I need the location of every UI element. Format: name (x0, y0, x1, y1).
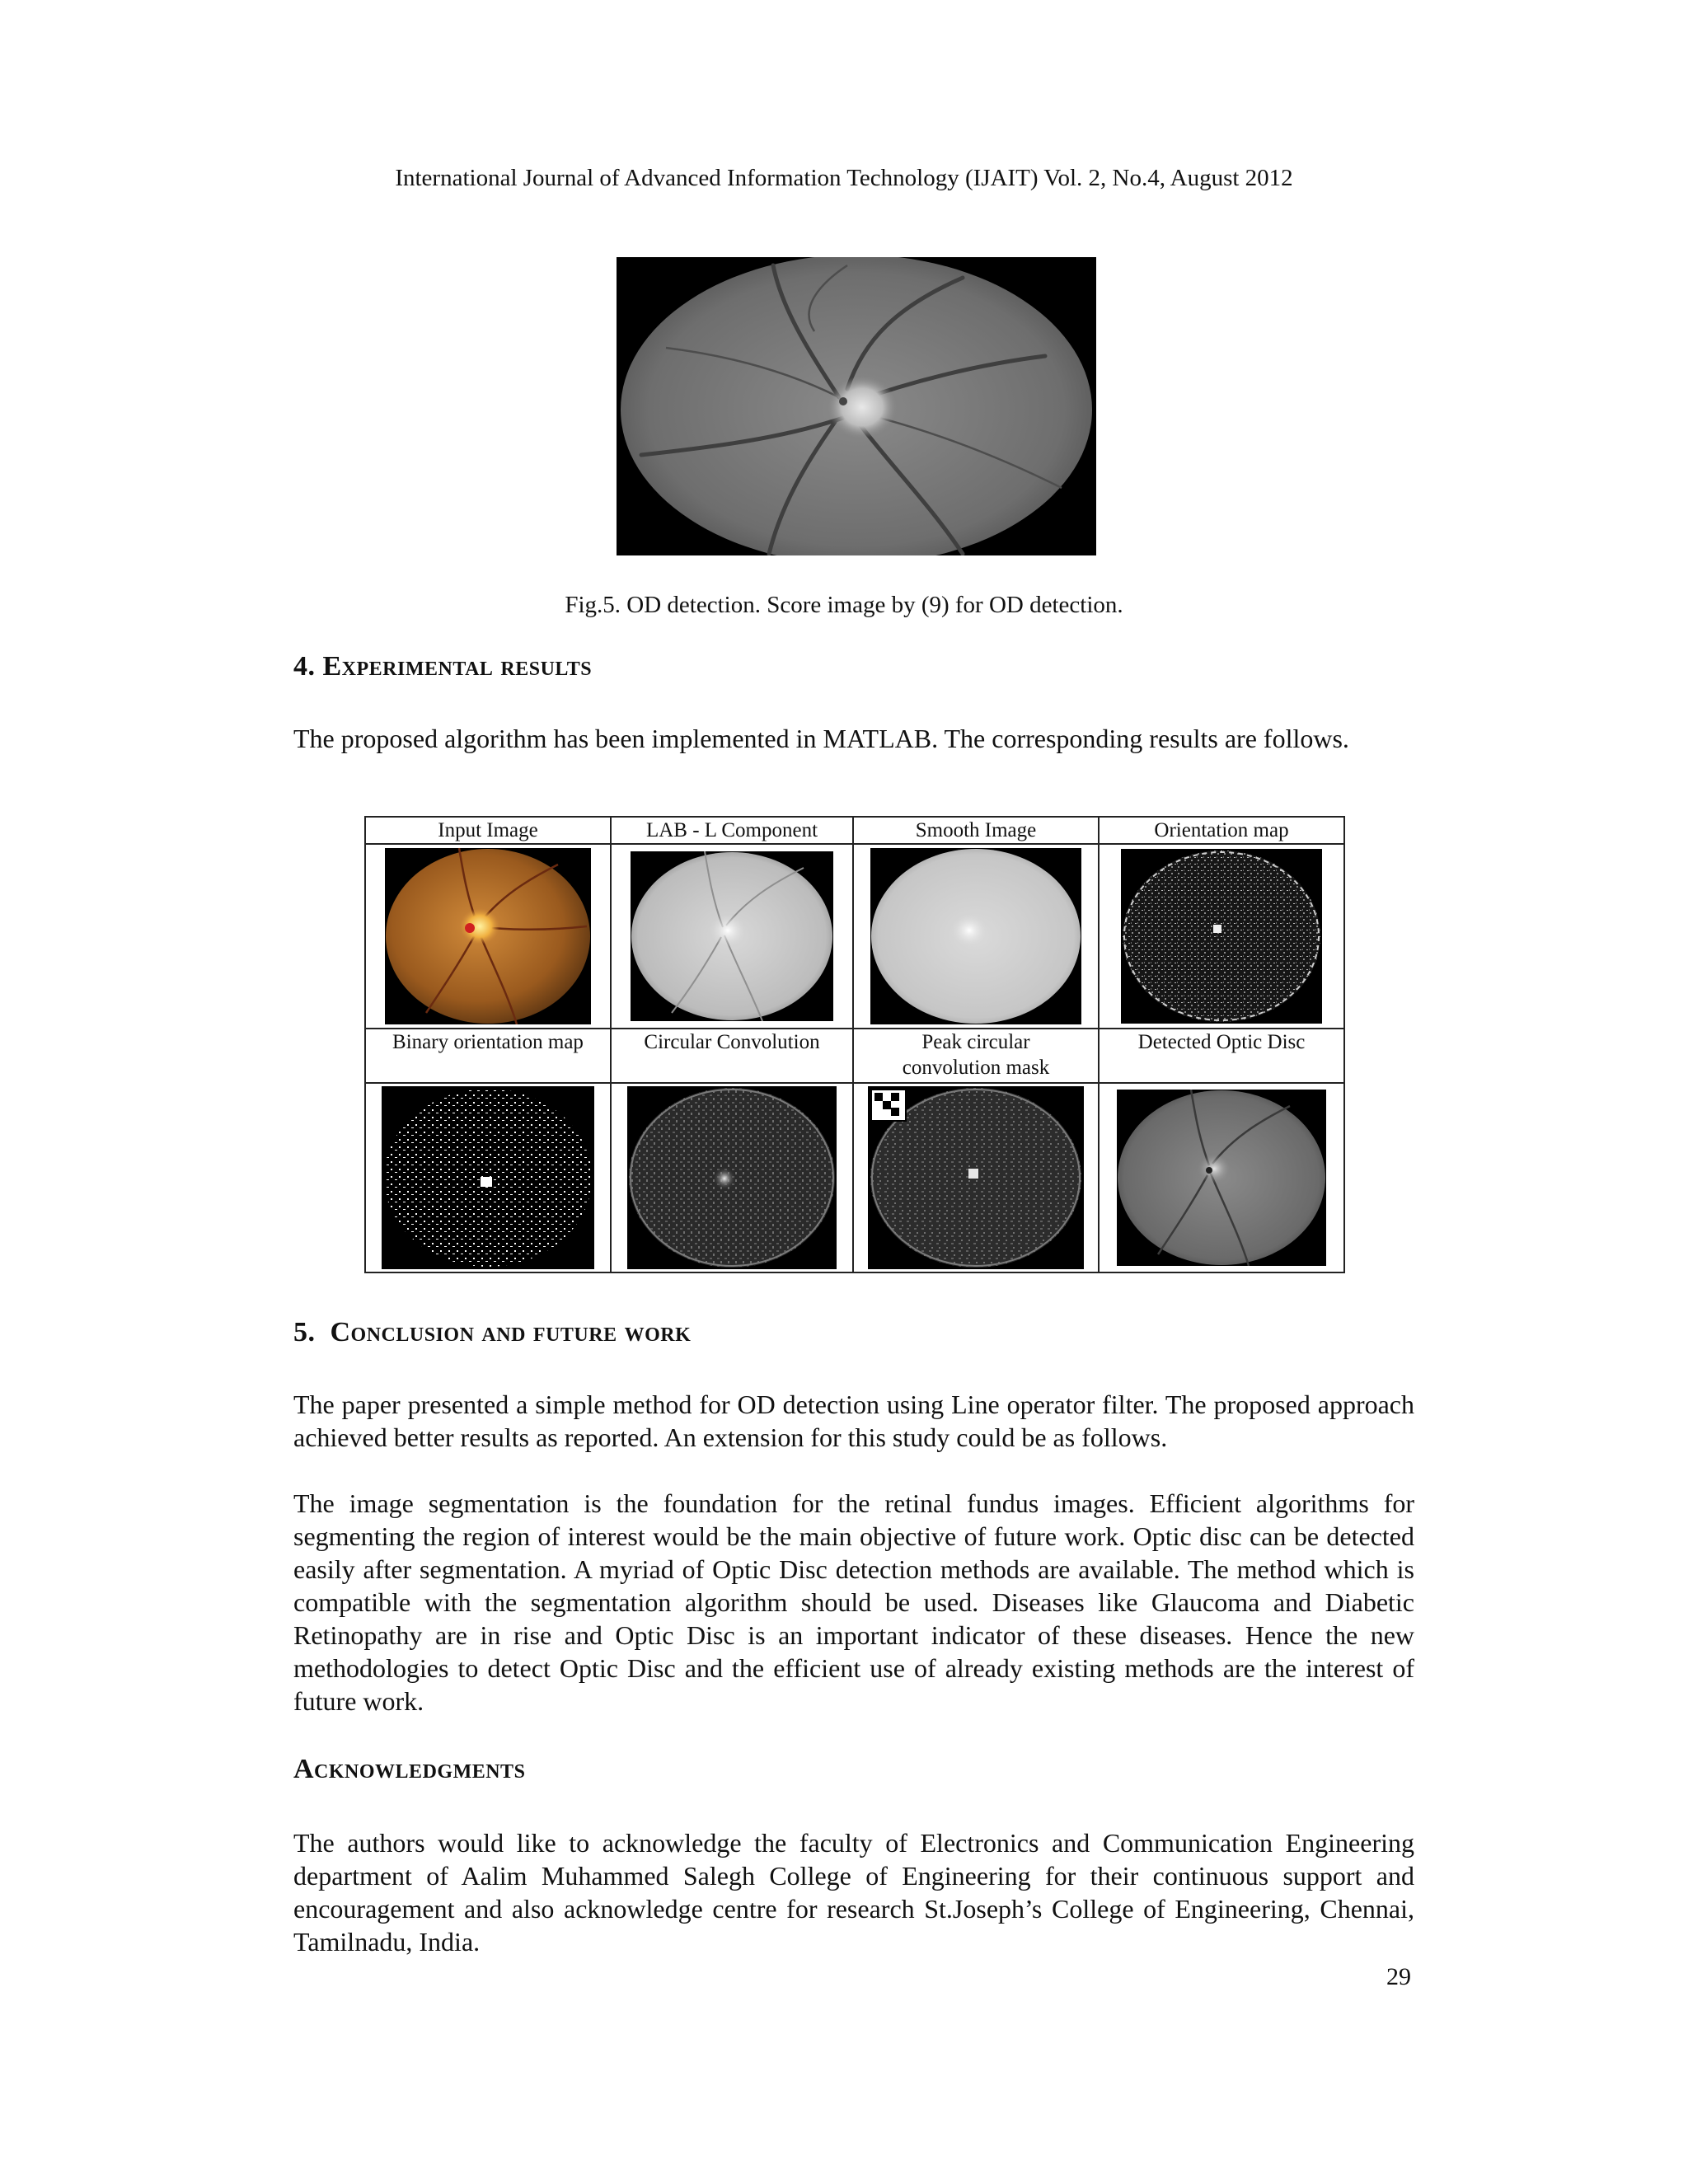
section-5-paragraph-1: The paper presented a simple method for OD detection using Line operator filter. The proposed approach achieved better results as reported. An extension for this study could be as follows. (293, 1390, 1414, 1452)
cell-detected-optic-disc (1099, 1083, 1344, 1272)
label-orientation-map: Orientation map (1099, 817, 1344, 844)
section-4-intro: The proposed algorithm has been implemented in MATLAB. The corresponding results are follows. (293, 724, 1349, 753)
acknowledgments-title: Acknowledgments (293, 1754, 526, 1784)
page-number: 29 (1386, 1963, 1411, 1990)
results-table-image-row-1 (365, 844, 1344, 1029)
section-4-number: 4. (293, 651, 316, 682)
section-4-title: Experimental results (322, 651, 593, 682)
label-smooth-image: Smooth Image (853, 817, 1099, 844)
label-peak-circular-convolution-mask: Peak circular convolution mask (853, 1029, 1099, 1083)
results-table (364, 816, 1345, 1273)
input-image-color-fundus (385, 848, 591, 1024)
cell-smooth-image (853, 844, 1099, 1029)
cell-lab-l-component (611, 844, 853, 1029)
label-lab-l-component: LAB - L Component (611, 817, 853, 844)
label-binary-orientation-map: Binary orientation map (365, 1029, 611, 1083)
label-input-image: Input Image (365, 817, 611, 844)
lab-l-component-image (631, 851, 833, 1021)
section-5-number: 5. (293, 1317, 316, 1347)
peak-circular-convolution-mask-image (868, 1086, 1084, 1269)
running-header: International Journal of Advanced Information Technology (IJAIT) Vol. 2, No.4, August 2012 (395, 165, 1293, 191)
results-table-image-row-2 (365, 1083, 1344, 1272)
section-5-heading (293, 1317, 691, 1348)
acknowledgments-text: The authors would like to acknowledge the faculty of Electronics and Communication Engineering department of Aalim Muhammed Salegh College of Engineering for their continuous support and encouragement and also acknowledge centre for research St.Joseph’s College of Engineering, Chennai, Tamilnadu, India. (293, 1828, 1414, 1957)
cell-orientation-map (1099, 844, 1344, 1029)
figure-5-caption: Fig.5. OD detection. Score image by (9) for OD detection. (565, 592, 1123, 618)
section-4-heading (293, 651, 592, 682)
acknowledgments-heading (293, 1754, 525, 1785)
cell-binary-orientation-map (365, 1083, 611, 1272)
figure-5-od-detection-image (617, 257, 1096, 555)
circular-convolution-image (627, 1086, 837, 1269)
section-5-title: Conclusion and future work (330, 1317, 692, 1347)
cell-peak-circular-convolution-mask (853, 1083, 1099, 1272)
binary-orientation-map-image (382, 1086, 594, 1269)
section-5-paragraph-2: The image segmentation is the foundation for the retinal fundus images. Efficient algorithms for segmenting the region of interest would be the main objective of future work. Optic disc can be detected easily after segmentation. A myriad of Optic Disc detection methods are available. The method which is compatible with the segmentation algorithm should be used. Diseases like Glaucoma and Diabetic Retinopathy are in rise and Optic Disc is an important indicator of these diseases. Hence the new methodologies to detect Optic Disc and the efficient use of already existing methods are the interest of future work. (293, 1488, 1414, 1716)
orientation-map-image (1121, 849, 1322, 1024)
cell-circular-convolution (611, 1083, 853, 1272)
smooth-image (870, 848, 1081, 1024)
peak-mask-inset-icon (871, 1090, 906, 1121)
label-detected-optic-disc: Detected Optic Disc (1099, 1029, 1344, 1083)
detected-optic-disc-image (1117, 1090, 1326, 1266)
cell-input-image (365, 844, 611, 1029)
results-table-label-row-2 (365, 1029, 1344, 1083)
results-table-label-row-1 (365, 817, 1344, 844)
label-circular-convolution: Circular Convolution (611, 1029, 853, 1083)
